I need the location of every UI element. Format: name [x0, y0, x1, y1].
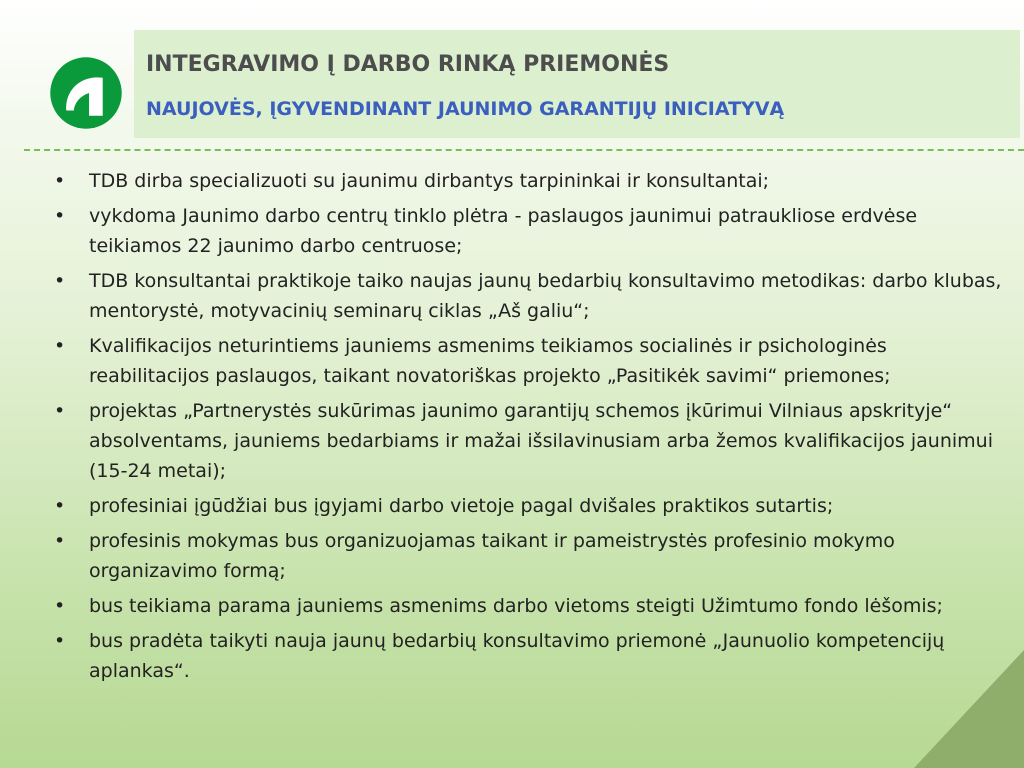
bullet-text: TDB konsultantai praktikoje taiko naujas jaunų bedarbių konsultavimo metodikas: darbo klubas, mentorystė, motyvacinių seminarų ciklas „Aš galiu“; — [89, 270, 1002, 322]
bullet-text: bus pradėta taikyti nauja jaunų bedarbių konsultavimo priemonė „Jaunuolio kompetencijų aplankas“. — [89, 630, 945, 682]
bullet-item — [40, 491, 1010, 521]
bullet-list — [40, 166, 1010, 691]
bullet-text: Kvalifikacijos neturintiems jauniems asmenims teikiamos socialinės ir psichologinės reabilitacijos paslaugos, taikant novatoriškas projekto „Pasitikėk savimi“ priemones; — [89, 335, 891, 387]
bullet-marker: • — [54, 335, 66, 357]
bullet-item — [40, 591, 1010, 621]
bullet-marker: • — [54, 270, 66, 292]
title-box — [134, 30, 1020, 138]
bullet-item — [40, 396, 1010, 486]
bullet-item — [40, 201, 1010, 261]
bullet-marker: • — [54, 400, 66, 422]
corner-decoration — [914, 650, 1024, 768]
bullet-text: profesinis mokymas bus organizuojamas taikant ir pameistrystės profesinio mokymo organizavimo formą; — [89, 530, 895, 582]
bullet-marker: • — [54, 630, 66, 652]
bullet-marker: • — [54, 170, 66, 192]
bullet-item — [40, 331, 1010, 391]
dashed-divider — [24, 149, 1024, 151]
bullet-text: vykdoma Jaunimo darbo centrų tinklo plėtra - paslaugos jaunimui patraukliose erdvėse teikiamos 22 jaunimo darbo centruose; — [89, 205, 918, 257]
bullet-marker: • — [54, 495, 66, 517]
bullet-marker: • — [54, 205, 66, 227]
organization-logo-icon — [48, 55, 124, 131]
bullet-text: projektas „Partnerystės sukūrimas jaunimo garantijų schemos įkūrimui Vilniaus apskrityje“ absolventams, jauniems bedarbiams ir mažai išsilavinusiam arba žemos kvalifikacijos jaunimui (15-24 metai); — [89, 400, 993, 482]
bullet-item — [40, 626, 1010, 686]
bullet-text: profesiniai įgūdžiai bus įgyjami darbo vietoje pagal dvišales praktikos sutartis; — [89, 495, 834, 517]
bullet-text: TDB dirba specializuoti su jaunimu dirbantys tarpininkai ir konsultantai; — [89, 170, 770, 192]
bullet-text: bus teikiama parama jauniems asmenims darbo vietoms steigti Užimtumo fondo lėšomis; — [89, 595, 943, 617]
slide-title: INTEGRAVIMO Į DARBO RINKĄ PRIEMONĖS — [146, 52, 670, 77]
bullet-marker: • — [54, 530, 66, 552]
slide-subtitle: NAUJOVĖS, ĮGYVENDINANT JAUNIMO GARANTIJŲ INICIATYVĄ — [146, 98, 785, 120]
bullet-item — [40, 166, 1010, 196]
bullet-item — [40, 266, 1010, 326]
bullet-item — [40, 526, 1010, 586]
bullet-marker: • — [54, 595, 66, 617]
